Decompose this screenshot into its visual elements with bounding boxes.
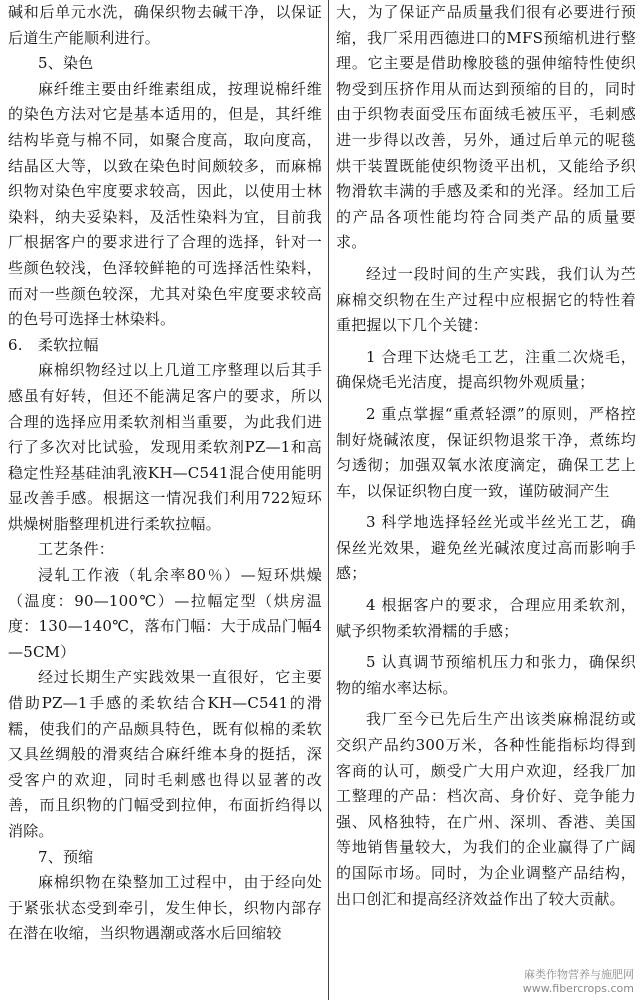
watermark-site-name: 麻类作物营养与施肥网 <box>524 968 634 981</box>
section-heading-dyeing: 5、染色 <box>38 54 94 73</box>
paragraph-softening: 麻棉织物经过以上几道工序整理以后其手感虽有好转，但还不能满足客户的要求，所以合理的选择应用柔软剂相当重要，为此我们进行了多次对比试验，发现用柔软剂PZ—1和高稳定性羟基硅油乳液KH—C541混合使用能明显改善手感。根据这一情况我们利用722短环烘燥树脂整理机进行柔软拉幅。 <box>8 361 322 533</box>
watermark-url: www.fibercrops.com <box>522 982 634 995</box>
key-point-5: 5 认真调节预缩机压力和张力，确保织物的缩水率达标。 <box>336 653 636 697</box>
site-watermark <box>523 968 634 996</box>
section-heading-softening: 6. 柔软拉幅 <box>8 335 99 354</box>
paragraph-preshrink-continued: 大，为了保证产品质量我们很有必要进行预缩，我厂采用西德进口的MFS预缩机进行整理。它主要是借助橡胶毯的强伸缩特性使织物受到压挤作用从而达到预缩的目的，同时由于织物表面受压布面绒毛被压平，毛刺感进一步得以改善，另外，通过后单元的呢毯烘干装置既能使织物烫平出机，又能给予织物滑软丰满的手感及柔和的光泽。经加工后的产品各项性能均符合同类产品的质量要求。 <box>336 3 636 252</box>
paragraph-dyeing: 麻纤维主要由纤维素组成，按理说棉纤维的染色方法对它是基本适用的，但是，其纤维结构毕竟与棉不同，如聚合度高，取向度高，结晶区大等，以致在染色时间颇较多，而麻棉织物对染色牢度要求较高，因此，以使用士林染料，纳夫妥染料，及活性染料为宜，目前我厂根据客户的要求进行了合理的选择，针对一些颜色较浅，色泽较鲜艳的可选择活性染料，而对一些颜色较深，尤其对染色牢度要求较高的色号可选择士林染料。 <box>8 79 322 329</box>
right-column <box>336 0 636 912</box>
process-conditions: 浸轧工作液（轧余率80％）—短环烘燥（温度：90—100℃）—拉幅定型（烘房温度：130—140℃，落布门幅：大于成品门幅4—5CM） <box>8 566 322 661</box>
key-point-4: 4 根据客户的要求，合理应用柔软剂，赋予织物柔软滑糯的手感； <box>336 596 636 640</box>
paragraph-softening-results: 经过长期生产实践效果一直很好，它主要借助PZ—1手感的柔软结合KH—C541的滑糯，使我们的产品颇具特色，既有似棉的柔软又具丝绸般的滑爽结合麻纤维本身的挺括，深受客户的欢迎，同时毛刺感也得以显著的改善，而且织物的门幅受到拉伸，布面折绉得以消除。 <box>8 668 322 840</box>
key-point-1: 1 合理下达烧毛工艺，注重二次烧毛，确保烧毛光洁度，提高织物外观质量； <box>336 347 636 392</box>
key-point-2: 2 重点掌握“重煮轻漂”的原则，严格控制好烧碱浓度，保证织物退浆干净，煮练均匀透彻；加强双氧水浓度滴定，确保工艺上车，以保证织物白度一致，谨防破洞产生 <box>336 404 636 500</box>
process-conditions-title: 工艺条件： <box>38 540 115 559</box>
section-heading-preshrink: 7、预缩 <box>38 847 94 866</box>
left-column <box>8 0 322 947</box>
paragraph-final: 我厂至今已先后生产出该类麻棉混纺或交织产品约300万米，各种性能指标均得到客商的认可，颇受广大用户欢迎，经我厂加工整理的产品：档次高、身价好、竞争能力强、风格独特，在广州、深圳、香港、美国等地销售量较大，为我们的企业赢得了广阔的国际市场。同时，为企业调整产品结构，出口创汇和提高经济效益作出了较大贡献。 <box>336 710 636 908</box>
paragraph-preshrink: 麻棉织物在染整加工过程中，由于经向处于紧张状态受到牵引，发生伸长，织物内部存在潜在收缩，当织物遇潮或落水后回缩较 <box>8 873 322 943</box>
paragraph-intro: 碱和后单元水洗，确保织物去碱干净，以保证后道生产能顺利进行。 <box>8 3 322 47</box>
column-divider <box>328 0 329 1000</box>
paragraph-summary: 经过一段时间的生产实践，我们认为苎麻棉交织物在生产过程中应根据它的特性着重把握以下几个关键： <box>336 264 636 335</box>
key-point-3: 3 科学地选择轻丝光或半丝光工艺，确保丝光效果，避免丝光碱浓度过高而影响手感； <box>336 513 636 583</box>
